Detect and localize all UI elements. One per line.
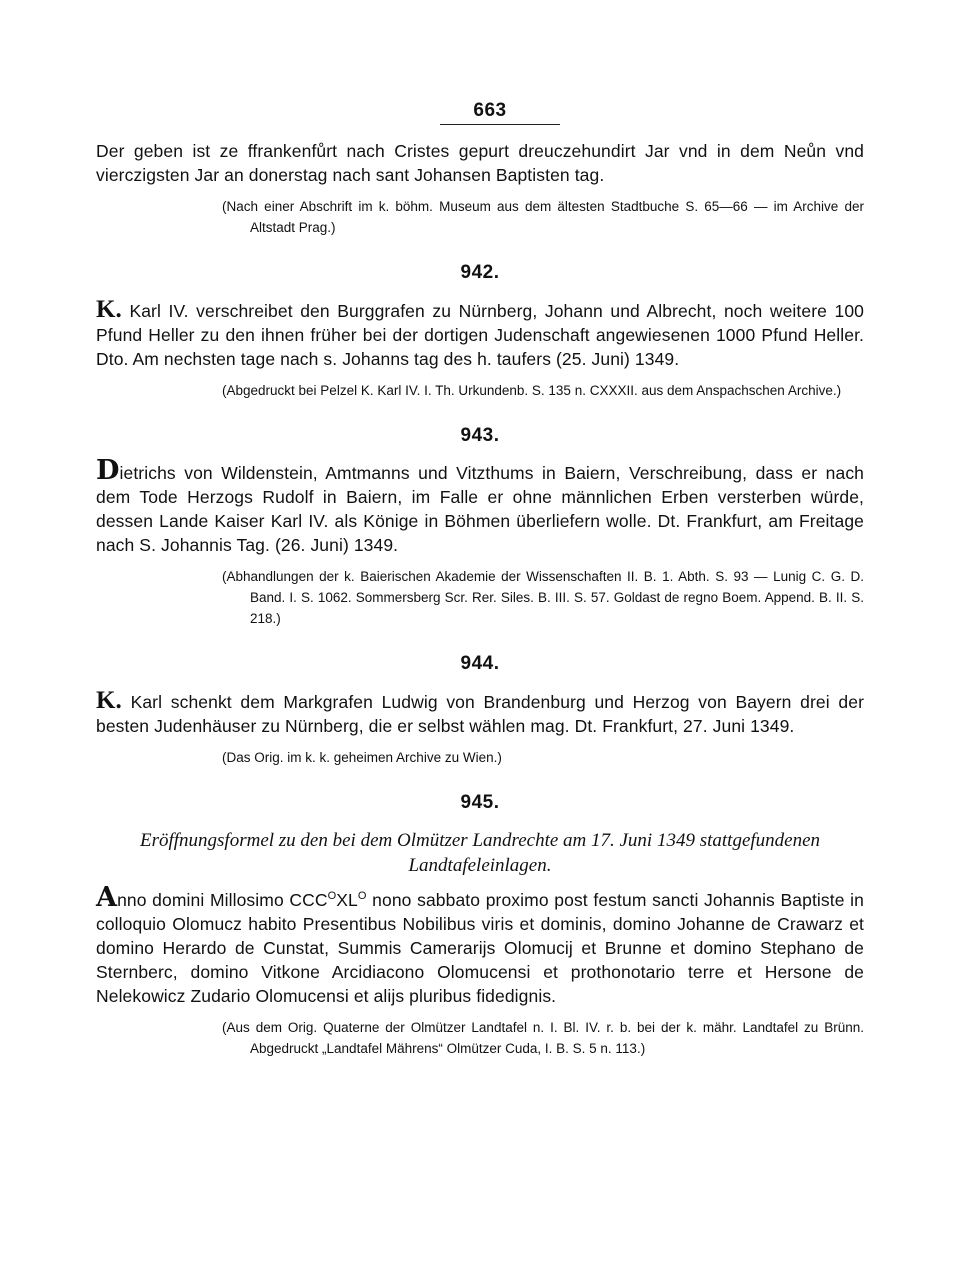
entry-945-sup-2: O [357,890,367,903]
entry-945-heading: Eröffnungsformel zu den bei dem Olmützer Landrechte am 17. Juni 1349 stattgefundenen Landtafeleinlagen. [139,830,821,876]
entry-943-note: (Abhandlungen der k. Baierischen Akademie der Wissenschaften II. B. 1. Abth. S. 93 — Lunig C. G. D. Band. I. S. 1062. Sommersberg Scr. Rer. Siles. B. III. S. 57. Goldast de regno Boem. Append. B. II. S. 218.) [222,569,864,626]
entry-944-note: (Das Orig. im k. k. geheimen Archive zu Wien.) [222,750,502,765]
entry-944-marker: K. [96,687,122,714]
entry-945-sup-1: O [327,890,337,903]
entry-number-945: 945. [460,792,500,813]
entry-number-942: 942. [460,262,500,283]
entry-942-text [96,298,864,371]
entry-943-body: ietrichs von Wildenstein, Amtmanns und Vitzthums in Baiern, Verschreibung, dass er nach dem Tode Herzogs Rudolf in Baiern, im Falle er ohne männlichen Erben versterben würde, dessen Lande Kaiser Karl IV. als Könige in Böhmen überliefern wolle. Dt. Frankfurt, am Freitage nach S. Johannis Tag. (26. Juni) 1349. [96,463,864,555]
entry-945-text [96,882,864,1008]
page-number-rule [440,124,560,125]
document-page [96,100,864,1059]
entry-945-body-end: nono sabbato proximo post festum sancti Johannis Baptiste in colloquio Olomucz habito Presentibus Nobilibus viris et dominis, domino Johanne de Crawarz et domino Herardo de Cunstat, Summis Camerarijs Olomucij et Brunne et domino Stephano de Sternberc, domino Vitkone Arcidiacono Olomucensi et prothonotario terre et Hersone de Nelekowicz Zudario Olomucensi et alijs pluribus fidedignis. [96,890,864,1006]
intro-text: Der geben ist ze ffrankenfůrt nach Cristes gepurt dreuczehundirt Jar vnd in dem Neůn vnd vierczigsten Jar an donerstag nach sant Johansen Baptisten tag. [96,141,864,185]
entry-number-944: 944. [460,653,500,674]
entry-945-dropcap: A [96,882,118,913]
entry-944-text [96,689,864,738]
entry-945-body-mid: XL [336,890,358,910]
entry-942-marker: K. [96,296,122,323]
entry-942-note: (Abgedruckt bei Pelzel K. Karl IV. I. Th. Urkundenb. S. 135 n. CXXXII. aus dem Anspachschen Archive.) [222,383,842,398]
entry-number-943: 943. [460,425,500,446]
entry-944-body: Karl schenkt dem Markgrafen Ludwig von Brandenburg und Herzog von Bayern drei der besten Judenhäuser zu Nürnberg, die er selbst wählen mag. Dt. Frankfurt, 27. Juni 1349. [96,692,864,736]
entry-943-dropcap: D [96,455,120,486]
page-number: 663 [473,100,507,121]
entry-945-body-start: nno domini Millosimo CCC [117,890,328,910]
entry-942-body: Karl IV. verschreibet den Burggrafen zu Nürnberg, Johann und Albrecht, noch weitere 100 Pfund Heller zu den ihnen früher bei der dortigen Judenschaft angewiesenen 1000 Pfund Heller. Dto. Am nechsten tage nach s. Johanns tag des h. taufers (25. Juni) 1349. [96,301,864,369]
entry-943-text [96,455,864,557]
entry-945-note: (Aus dem Orig. Quaterne der Olmützer Landtafel n. I. Bl. IV. r. b. bei der k. mähr. Landtafel zu Brünn. Abgedruckt „Landtafel Mährens“ Olmützer Cuda, I. B. S. 5 n. 113.) [222,1020,864,1056]
intro-note: (Nach einer Abschrift im k. böhm. Museum aus dem ältesten Stadtbuche S. 65—66 — im Archive der Altstadt Prag.) [222,199,864,235]
